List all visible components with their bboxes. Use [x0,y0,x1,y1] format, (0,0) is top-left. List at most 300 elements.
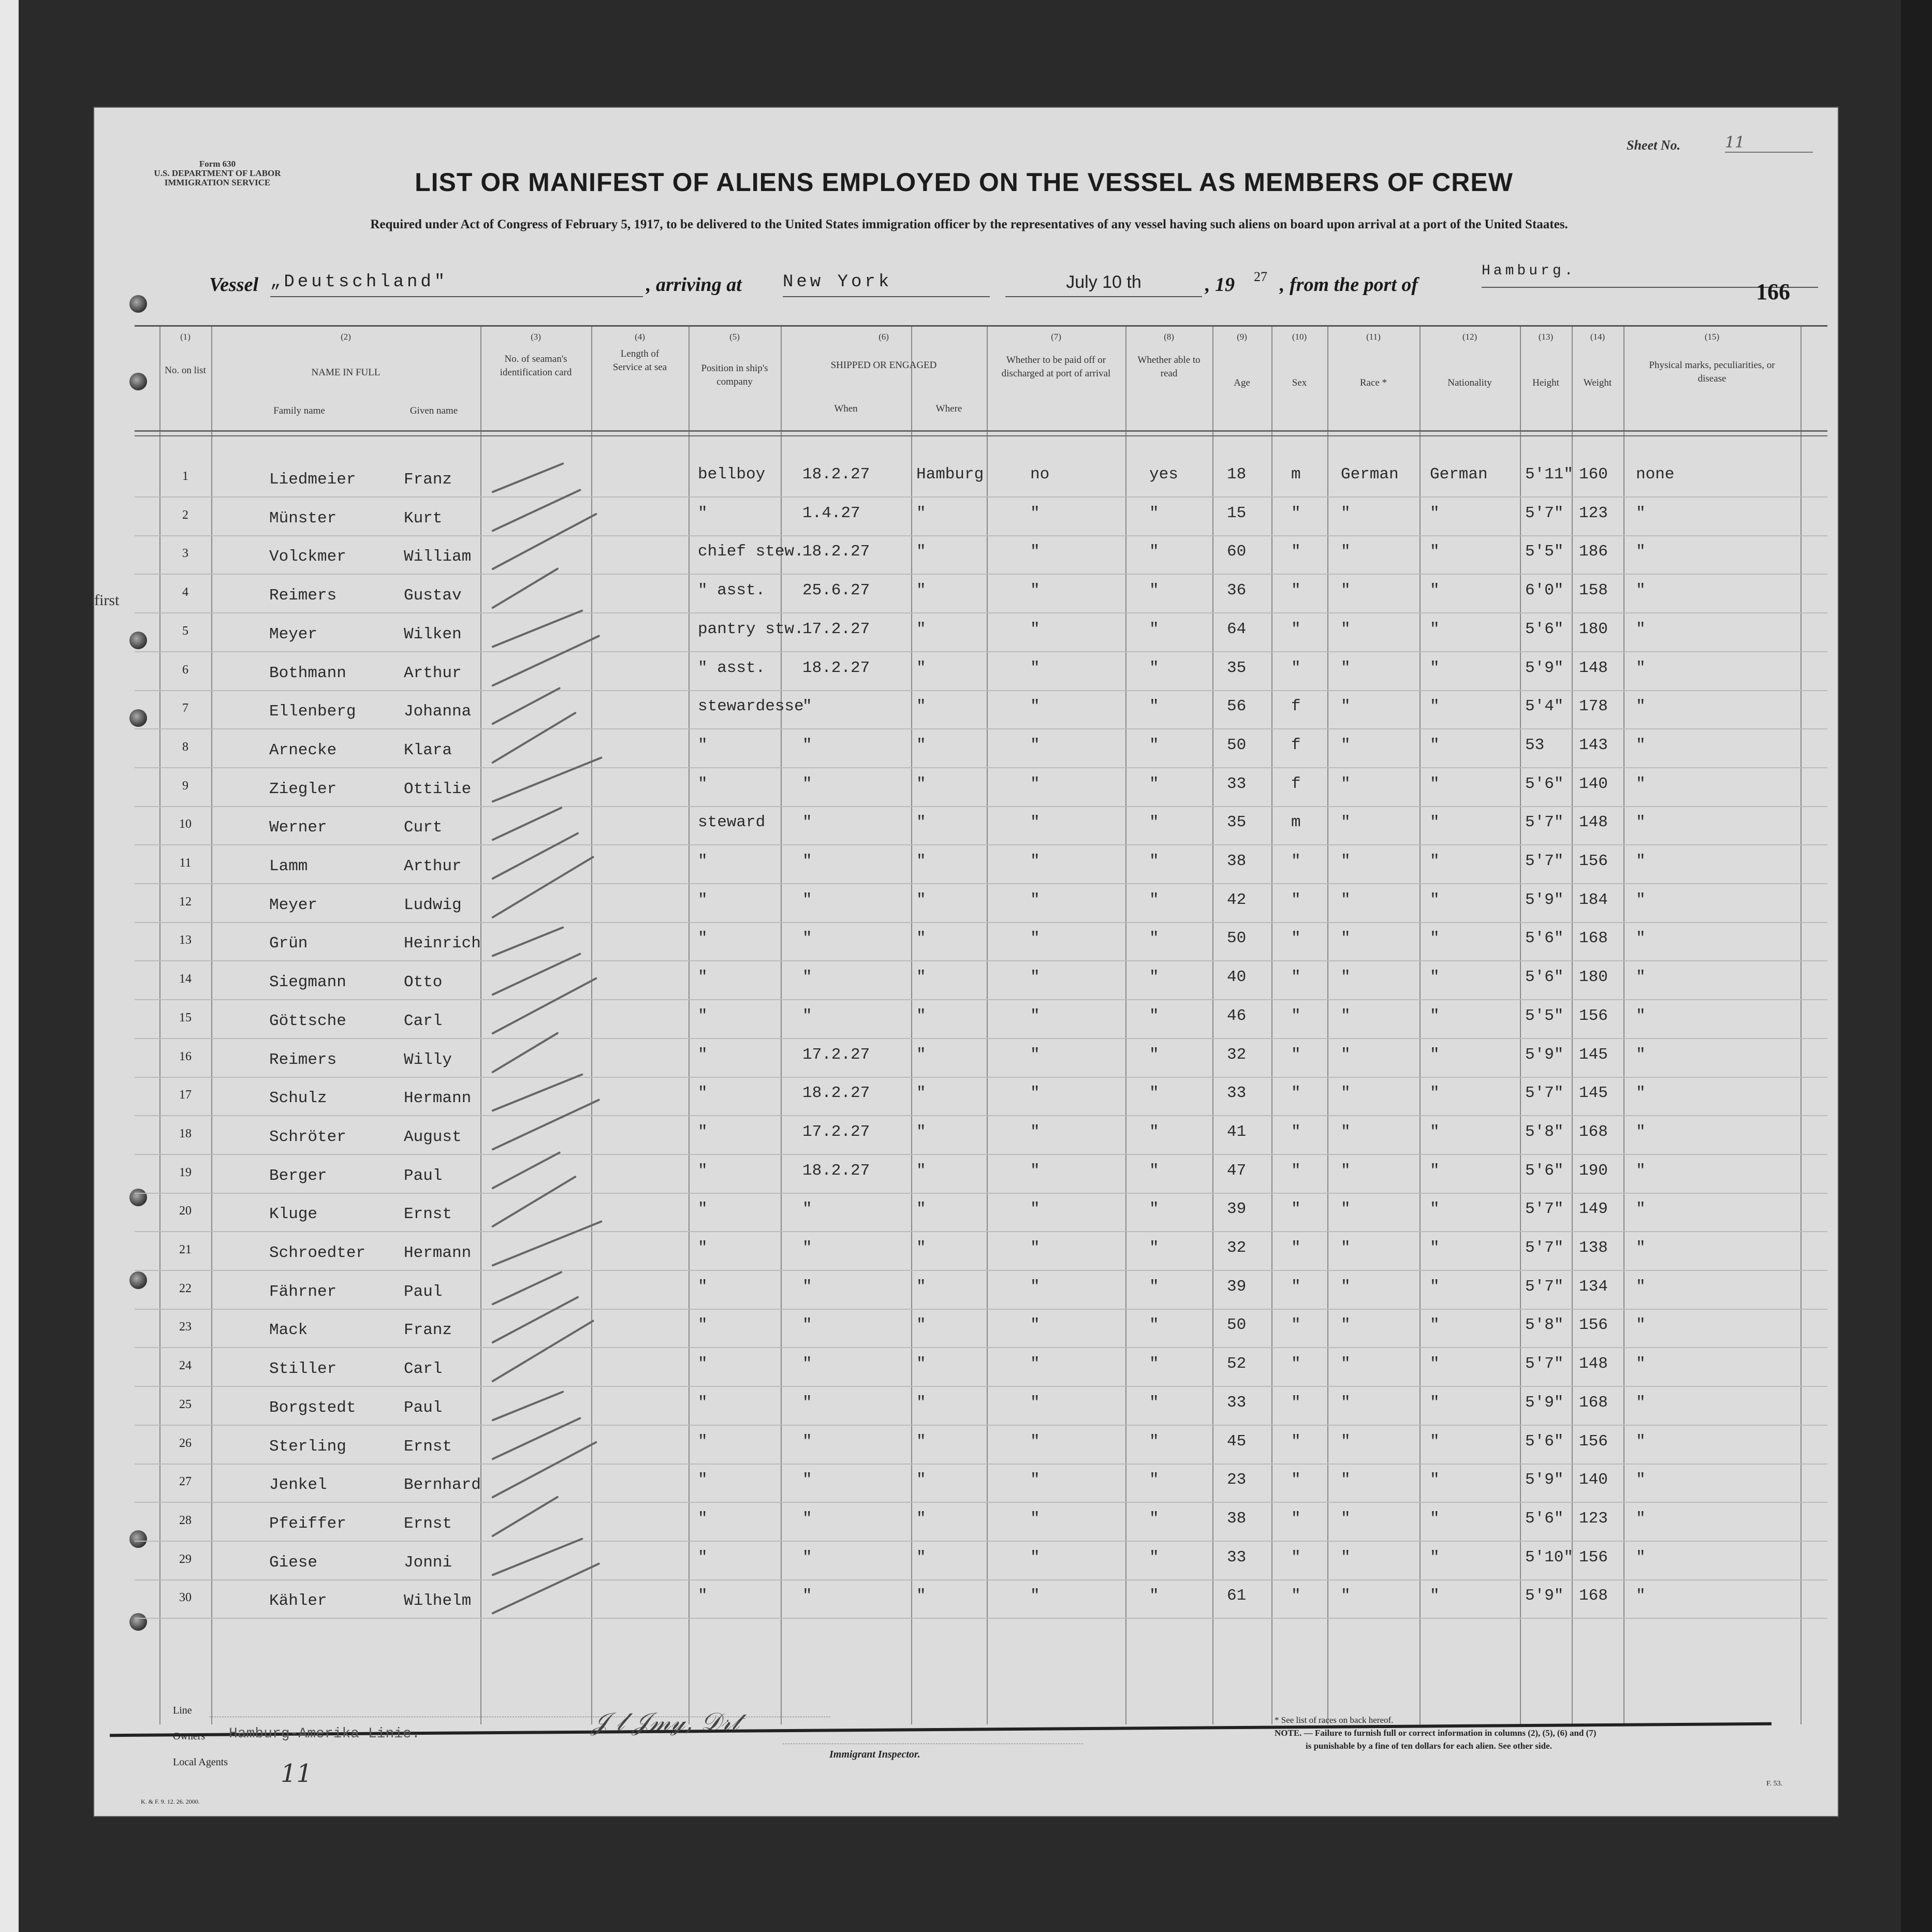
row-rule [135,960,1827,961]
given-name: Ernst [404,1437,452,1456]
weight: 168 [1579,1587,1608,1605]
nationality: German [1430,465,1488,484]
col-head-weight: Weight [1583,377,1612,388]
scan-border [1901,0,1932,1932]
age: 64 [1227,620,1247,638]
position: " [698,1548,708,1567]
shipped-where: " [916,1006,926,1025]
physical-marks: " [1636,852,1646,870]
given-name: Ernst [404,1514,452,1533]
given-name: Klara [404,741,452,759]
arrival-date: July 10 th [1005,272,1202,297]
paid-off: " [1030,1122,1040,1141]
physical-marks: " [1636,1239,1646,1257]
shipped-where: " [916,1200,926,1219]
shipped-when: " [802,813,812,832]
position: " [698,1122,708,1141]
able-to-read: " [1149,1084,1159,1103]
position: " [698,1355,708,1373]
position: pantry stw. [698,620,804,638]
shipped-when: 17.2.27 [802,1122,870,1141]
check-mark [491,462,564,493]
paid-off: " [1030,774,1040,793]
row-rule [135,806,1827,807]
position: " [698,890,708,909]
race: " [1341,543,1351,561]
paid-off: " [1030,1316,1040,1335]
position: " [698,774,708,793]
given-name: Kurt [404,509,443,528]
paid-off: " [1030,504,1040,522]
position: " [698,1200,708,1219]
family-name: Kähler [269,1592,327,1611]
position: stewardesse [698,697,804,716]
race: " [1341,852,1351,870]
shipped-when: " [802,1587,812,1605]
height: 5'9" [1525,890,1564,909]
shipped-where: " [916,852,926,870]
row-number: 18 [179,1126,192,1140]
race: " [1341,1006,1351,1025]
race: " [1341,1587,1351,1605]
age: 33 [1227,1393,1247,1412]
physical-marks: " [1636,1161,1646,1180]
position: " [698,1316,708,1335]
age: 38 [1227,1509,1247,1528]
age: 35 [1227,813,1247,832]
nationality: " [1430,1084,1440,1103]
sex: " [1291,658,1301,677]
row-rule [135,1309,1827,1310]
age: 38 [1227,852,1247,870]
row-rule [135,496,1827,497]
race: " [1341,736,1351,754]
shipped-when: 17.2.27 [802,620,870,638]
able-to-read: " [1149,968,1159,987]
check-mark [491,513,597,571]
able-to-read: " [1149,852,1159,870]
paid-off: " [1030,1277,1040,1296]
family-name: Ziegler [269,780,337,798]
age: 35 [1227,658,1247,677]
row-rule [135,1270,1827,1271]
weight: 123 [1579,1509,1608,1528]
given-name: Ottilie [404,780,472,798]
shipped-where: " [916,774,926,793]
position: " [698,1432,708,1451]
family-name: Siegmann [269,973,346,992]
nationality: " [1430,1045,1440,1064]
form-info [140,159,295,187]
weight: 148 [1579,1355,1608,1373]
age: 33 [1227,774,1247,793]
shipped-when: " [802,1200,812,1219]
height: 5'10" [1525,1548,1574,1567]
height: 5'9" [1525,1587,1564,1605]
height: 5'7" [1525,1084,1564,1103]
check-mark [491,489,581,532]
weight: 143 [1579,736,1608,754]
col-num-3: (3) [531,332,541,342]
col-head-position: Position in ship's company [701,363,768,387]
row-rule [135,1618,1827,1619]
age: 39 [1227,1277,1247,1296]
nationality: " [1430,1509,1440,1528]
weight: 149 [1579,1200,1608,1219]
sex: " [1291,1587,1301,1605]
row-number: 10 [179,817,192,831]
binder-hole [129,295,147,313]
signature-scrawl: 𝒥 𝓁 𝒥𝓂𝓎, 𝒟𝓇𝓉 [591,1707,740,1736]
physical-marks: " [1636,929,1646,948]
footer-owners-label: Owners [173,1731,206,1742]
shipped-when: " [802,1277,812,1296]
form-code: F. 53. [1766,1780,1783,1788]
given-name: Carl [404,1012,443,1030]
able-to-read: " [1149,697,1159,716]
check-mark [491,711,577,764]
physical-marks: " [1636,1355,1646,1373]
physical-marks: " [1636,1432,1646,1451]
nationality: " [1430,543,1440,561]
shipped-when: " [802,1316,812,1335]
position: " [698,968,708,987]
race: " [1341,968,1351,987]
weight: 148 [1579,658,1608,677]
height: 5'9" [1525,1393,1564,1412]
weight: 190 [1579,1161,1608,1180]
weight: 156 [1579,852,1608,870]
race: " [1341,1122,1351,1141]
weight: 180 [1579,620,1608,638]
col-head-paid: Whether to be paid off or discharged at port of arrival [1001,355,1111,379]
margin-note: first [94,592,120,609]
race: " [1341,1393,1351,1412]
paid-off: " [1030,697,1040,716]
given-name: Paul [404,1166,443,1185]
age: 15 [1227,504,1247,522]
shipped-when: " [802,929,812,948]
check-mark [491,953,581,996]
crew-table [135,325,1827,1647]
age: 42 [1227,890,1247,909]
row-rule [135,574,1827,575]
check-mark [491,634,600,686]
family-name: Pfeiffer [269,1514,346,1533]
shipped-when: " [802,1432,812,1451]
shipped-where: " [916,968,926,987]
col-num-9: (9) [1237,332,1247,342]
race: " [1341,1471,1351,1489]
row-number: 11 [179,856,192,870]
check-mark [491,1320,594,1383]
weight: 145 [1579,1084,1608,1103]
col-num-10: (10) [1292,332,1307,342]
check-mark [491,1270,563,1305]
sex: m [1291,465,1301,484]
sex: " [1291,1084,1301,1103]
race: " [1341,1355,1351,1373]
shipped-where: " [916,581,926,600]
row-rule [135,922,1827,923]
nationality: " [1430,658,1440,677]
family-name: Reimers [269,1050,337,1069]
physical-marks: " [1636,581,1646,600]
position: " [698,852,708,870]
col-num-2: (2) [341,332,351,342]
weight: 156 [1579,1006,1608,1025]
weight: 168 [1579,929,1608,948]
sex: " [1291,1548,1301,1567]
arriving-label: , arriving at [646,274,742,296]
given-name: August [404,1128,462,1146]
row-rule [135,1541,1827,1542]
nationality: " [1430,736,1440,754]
physical-marks: " [1636,890,1646,909]
sheet-label: Sheet No. [1627,138,1680,153]
shipped-where: " [916,1548,926,1567]
height: 5'7" [1525,1239,1564,1257]
family-name: Schröter [269,1128,346,1146]
paid-off: " [1030,1587,1040,1605]
col-num-4: (4) [635,332,645,342]
nationality: " [1430,1587,1440,1605]
height: 5'6" [1525,1161,1564,1180]
shipped-where: " [916,1045,926,1064]
shipped-when: " [802,1509,812,1528]
shipped-when: 18.2.27 [802,1084,870,1103]
family-name: Berger [269,1166,327,1185]
row-rule [135,1231,1827,1232]
race: " [1341,504,1351,522]
sex: " [1291,1045,1301,1064]
shipped-where: " [916,504,926,522]
shipped-where: " [916,813,926,832]
sex: " [1291,1393,1301,1412]
family-name: Kluge [269,1205,318,1224]
family-name: Fährner [269,1282,337,1301]
able-to-read: " [1149,658,1159,677]
family-name: Sterling [269,1437,346,1456]
inspector-label: Immigrant Inspector. [829,1749,920,1760]
row-rule [135,690,1827,691]
row-number: 29 [179,1552,192,1566]
shipped-where: " [916,1355,926,1373]
family-name: Lamm [269,857,308,875]
weight: 148 [1579,813,1608,832]
paid-off: " [1030,1355,1040,1373]
given-name: Hermann [404,1244,472,1262]
year: 27 [1254,269,1267,284]
family-name: Volckmer [269,548,346,566]
paid-off: " [1030,1239,1040,1257]
height: 5'6" [1525,774,1564,793]
given-name: Hermann [404,1089,472,1108]
col-head-nationality: Nationality [1447,377,1492,388]
shipped-where: Hamburg [916,465,984,484]
position: " asst. [698,581,766,600]
height: 5'7" [1525,1277,1564,1296]
family-name: Schulz [269,1089,327,1108]
shipped-where: " [916,1239,926,1257]
given-name: Willy [404,1050,452,1069]
able-to-read: " [1149,1432,1159,1451]
shipped-when: " [802,1006,812,1025]
physical-marks: " [1636,1471,1646,1489]
position: " [698,1239,708,1257]
nationality: " [1430,620,1440,638]
paid-off: " [1030,968,1040,987]
height: 53 [1525,736,1545,754]
age: 45 [1227,1432,1247,1451]
position: " [698,1045,708,1064]
shipped-where: " [916,1432,926,1451]
check-mark [491,1538,583,1576]
row-rule [135,767,1827,768]
able-to-read: " [1149,1239,1159,1257]
height: 5'7" [1525,852,1564,870]
shipped-when: " [802,890,812,909]
printer-code: K. & F. 9. 12. 26. 2000. [141,1798,200,1805]
physical-marks: " [1636,1316,1646,1335]
shipped-when: " [802,1355,812,1373]
col-num-13: (13) [1538,332,1554,342]
race: " [1341,1200,1351,1219]
page-subtitle: Required under Act of Congress of February 5, 1917, to be delivered to the United States immigration officer by the representatives of any vessel having such aliens on board upon arrival at a port of the United Staates. [370,217,1568,231]
sex: " [1291,1161,1301,1180]
height: 5'9" [1525,1045,1564,1064]
paid-off: " [1030,890,1040,909]
sheet-number: 11 [1725,134,1813,153]
sex: " [1291,929,1301,948]
able-to-read: " [1149,1200,1159,1219]
race: " [1341,929,1351,948]
shipped-when: 18.2.27 [802,543,870,561]
weight: 186 [1579,543,1608,561]
height: 5'6" [1525,1509,1564,1528]
physical-marks: " [1636,1548,1646,1567]
physical-marks: " [1636,504,1646,522]
able-to-read: " [1149,1471,1159,1489]
age: 18 [1227,465,1247,484]
paid-off: " [1030,543,1040,561]
shipped-when: 17.2.27 [802,1045,870,1064]
age: 23 [1227,1471,1247,1489]
position: " [698,1471,708,1489]
height: 5'7" [1525,813,1564,832]
row-rule [135,1115,1827,1116]
physical-marks: " [1636,1045,1646,1064]
physical-marks: " [1636,1084,1646,1103]
nationality: " [1430,1239,1440,1257]
col-head-no: No. on list [165,365,206,376]
col-num-7: (7) [1051,332,1061,342]
shipped-where: " [916,1316,926,1335]
shipped-when: " [802,1239,812,1257]
shipped-where: " [916,543,926,561]
age: 61 [1227,1587,1247,1605]
shipped-when: " [802,1471,812,1489]
age: 52 [1227,1355,1247,1373]
col-num-14: (14) [1590,332,1605,342]
shipped-when: 18.2.27 [802,658,870,677]
age: 50 [1227,1316,1247,1335]
sex: f [1291,774,1301,793]
footer-line-label: Line [173,1705,192,1716]
weight: 156 [1579,1316,1608,1335]
penalty-note-1: NOTE. — Failure to furnish full or correct information in columns (2), (5), (6) and (7) [1275,1728,1597,1738]
nationality: " [1430,852,1440,870]
family-name: Jenkel [269,1476,327,1495]
weight: 138 [1579,1239,1608,1257]
race: " [1341,1045,1351,1064]
age: 36 [1227,581,1247,600]
shipped-when: 18.2.27 [802,1161,870,1180]
row-number: 23 [179,1320,192,1334]
nationality: " [1430,1122,1440,1141]
weight: 140 [1579,774,1608,793]
position: " [698,1509,708,1528]
weight: 160 [1579,465,1608,484]
row-number: 7 [182,701,188,715]
height: 5'7" [1525,1200,1564,1219]
able-to-read: " [1149,581,1159,600]
physical-marks: " [1636,774,1646,793]
row-rule [135,1579,1827,1580]
col-head-height: Height [1532,377,1559,388]
height: 5'6" [1525,929,1564,948]
sex: " [1291,852,1301,870]
paid-off: " [1030,1432,1040,1451]
able-to-read: " [1149,620,1159,638]
from-port-label: , from the port of [1280,274,1418,296]
row-number: 25 [179,1397,192,1411]
paid-off: " [1030,1161,1040,1180]
check-mark [491,1099,600,1151]
physical-marks: " [1636,813,1646,832]
row-number: 21 [179,1243,192,1256]
nationality: " [1430,1393,1440,1412]
age: 32 [1227,1045,1247,1064]
sex: " [1291,1432,1301,1451]
height: 5'6" [1525,1432,1564,1451]
col-head-when: When [834,403,858,414]
row-rule [135,1154,1827,1155]
family-name: Borgstedt [269,1398,356,1417]
able-to-read: " [1149,1548,1159,1567]
sex: " [1291,1200,1301,1219]
shipped-where: " [916,697,926,716]
row-number: 2 [182,508,188,522]
row-number: 26 [179,1436,192,1450]
nationality: " [1430,813,1440,832]
family-name: Mack [269,1321,308,1340]
sex: " [1291,1471,1301,1489]
sex: " [1291,1277,1301,1296]
row-number: 14 [179,972,192,986]
shipped-where: " [916,929,926,948]
check-mark [491,1416,581,1460]
row-rule [135,535,1827,536]
given-name: Curt [404,818,443,837]
position: " [698,1277,708,1296]
row-rule [135,651,1827,652]
family-name: Meyer [269,896,318,914]
weight: 156 [1579,1548,1608,1567]
col-head-family: Family name [273,405,325,416]
position: " [698,504,708,522]
shipped-where: " [916,620,926,638]
